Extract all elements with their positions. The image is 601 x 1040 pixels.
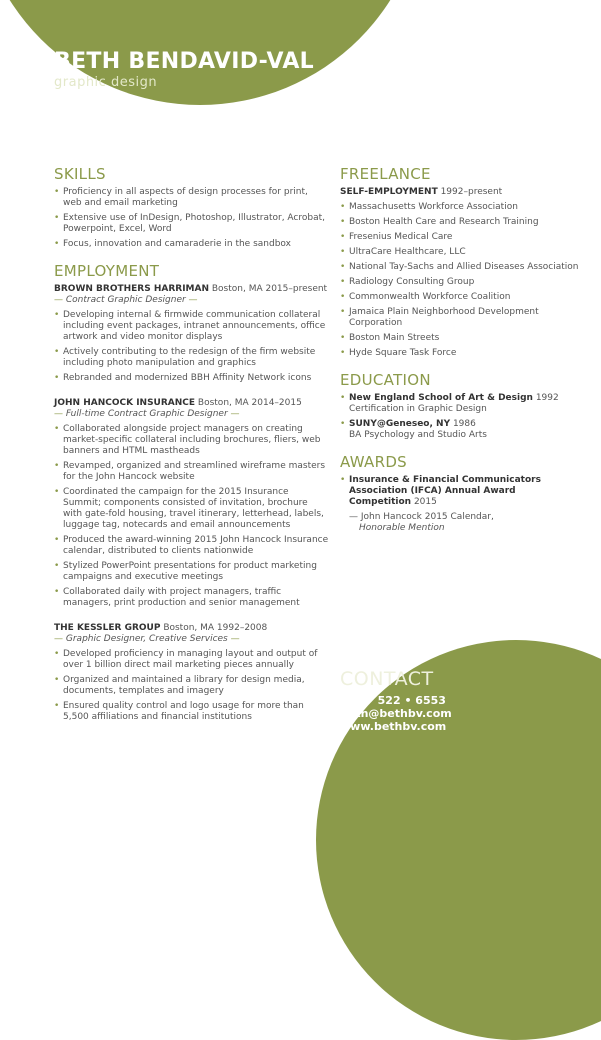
freelance-client: • Hyde Square Task Force — [340, 348, 580, 359]
freelance-client: • Fresenius Medical Care — [340, 232, 580, 243]
job-bullet: • Rebranded and modernized BBH Affinity Network icons — [54, 373, 329, 384]
education-detail: Certification in Graphic Design — [349, 404, 487, 414]
freelance-client: • National Tay-Sachs and Allied Diseases Association — [340, 262, 580, 273]
job-bullet: • Organized and maintained a library for design media, documents, templates and imagery — [54, 675, 329, 697]
employment-title: EMPLOYMENT — [54, 262, 160, 280]
award-year: 2015 — [411, 497, 437, 507]
job-details: Boston, MA 2015–present — [209, 284, 328, 294]
education-title: EDUCATION — [340, 371, 431, 389]
job-role: Graphic Designer, Creative Services — [65, 634, 228, 644]
job-bullets — [54, 310, 329, 384]
job-details: Boston, MA 1992–2008 — [160, 623, 268, 633]
freelance-client: • Jamaica Plain Neighborhood Development Corporation — [340, 307, 580, 329]
job-role-line: — Contract Graphic Designer — — [54, 295, 198, 305]
job-header — [54, 398, 329, 409]
award-name: Insurance & Financial Communicators Association (IFCA) Annual Award Competition — [349, 475, 541, 507]
education-detail: BA Psychology and Studio Arts — [349, 430, 487, 440]
freelance-client-list — [340, 202, 580, 359]
job-bullet: • Ensured quality control and logo usage for more than 5,500 affiliations and financial institutions — [54, 701, 329, 723]
education-list — [340, 393, 580, 441]
job-bullet: • Produced the award-winning 2015 John Hancock Insurance calendar, distributed to clients nationwide — [54, 535, 329, 557]
education-year: 1986 — [450, 419, 476, 429]
job-employer: THE KESSLER GROUP — [54, 623, 161, 633]
education-item — [340, 393, 580, 415]
freelance-subhead-bold: SELF-EMPLOYMENT — [340, 187, 438, 197]
job-role: Full-time Contract Graphic Designer — [65, 409, 228, 419]
job-employer: BROWN BROTHERS HARRIMAN — [54, 284, 209, 294]
freelance-title: FREELANCE — [340, 165, 431, 183]
job-bullet: • Collaborated daily with project managers, traffic managers, print production and senior management — [54, 587, 329, 609]
freelance-client: • Boston Health Care and Research Training — [340, 217, 580, 228]
freelance-client: • Radiology Consulting Group — [340, 277, 580, 288]
job-header — [54, 623, 329, 634]
award-item — [340, 475, 580, 508]
contact-block — [340, 668, 452, 733]
job-bullet: • Revamped, organized and streamlined wireframe masters for the John Hancock website — [54, 461, 329, 483]
job-bullet: • Coordinated the campaign for the 2015 Insurance Summit; components consisted of invitation, brochure with gate-fold housing, travel itinerary, letterhead, labels, luggage tag, notecards and email announcements — [54, 487, 329, 531]
left-column — [54, 165, 329, 727]
education-year: 1992 — [532, 393, 559, 403]
freelance-client: • Boston Main Streets — [340, 333, 580, 344]
resume-name: BETH BENDAVID-VAL — [54, 49, 314, 74]
skill-item: • Proficiency in all aspects of design processes for print, web and email marketing — [54, 187, 329, 209]
job-employer: JOHN HANCOCK INSURANCE — [54, 398, 196, 408]
contact-email[interactable]: beth@bethbv.com — [340, 707, 452, 720]
awards-list — [340, 475, 580, 508]
education-school: SUNY@Geneseo, NY — [349, 419, 451, 429]
job-bullet: • Collaborated alongside project managers on creating market-specific collateral including brochures, fliers, web banners and HTML mastheads — [54, 424, 329, 457]
job-role: Contract Graphic Designer — [65, 295, 186, 305]
skills-title: SKILLS — [54, 165, 106, 183]
freelance-subhead — [340, 187, 580, 198]
freelance-client: • Massachusetts Workforce Association — [340, 202, 580, 213]
contact-phone: 617 • 522 • 6553 — [340, 694, 446, 707]
skill-item: • Extensive use of InDesign, Photoshop, Illustrator, Acrobat, Powerpoint, Excel, Word — [54, 213, 329, 235]
job-bullets — [54, 424, 329, 609]
freelance-subhead-years: 1992–present — [437, 187, 503, 197]
contact-title: CONTACT — [340, 668, 434, 690]
job-bullet: • Stylized PowerPoint presentations for product marketing campaigns and executive meetings — [54, 561, 329, 583]
job-bullet: • Developing internal & firmwide communication collateral including event packages, intranet announcements, office artwork and video monitor displays — [54, 310, 329, 343]
contact-website[interactable]: www.bethbv.com — [340, 720, 447, 733]
award-sub-prefix: — John Hancock 2015 Calendar, — [349, 512, 494, 522]
awards-title: AWARDS — [340, 453, 408, 471]
education-school: New England School of Art & Design — [349, 393, 533, 403]
job-bullet: • Developed proficiency in managing layout and output of over 1 billion direct mail marketing pieces annually — [54, 649, 329, 671]
job-details: Boston, MA 2014–2015 — [195, 398, 302, 408]
award-mention: Honorable Mention — [359, 523, 445, 533]
job-role-line: — Graphic Designer, Creative Services — — [54, 634, 240, 644]
freelance-client: • Commonwealth Workforce Coalition — [340, 292, 580, 303]
skill-item: • Focus, innovation and camaraderie in the sandbox — [54, 239, 329, 250]
award-subtext — [340, 512, 580, 534]
job-bullets — [54, 649, 329, 723]
skills-list — [54, 187, 329, 250]
education-item — [340, 419, 580, 441]
resume-tagline: graphic design — [54, 75, 158, 90]
job-role-line: — Full-time Contract Graphic Designer — — [54, 409, 240, 419]
right-column — [340, 165, 580, 534]
freelance-client: • UltraCare Healthcare, LLC — [340, 247, 580, 258]
job-bullet: • Actively contributing to the redesign of the firm website including photo manipulation and graphics — [54, 347, 329, 369]
job-header — [54, 284, 329, 295]
